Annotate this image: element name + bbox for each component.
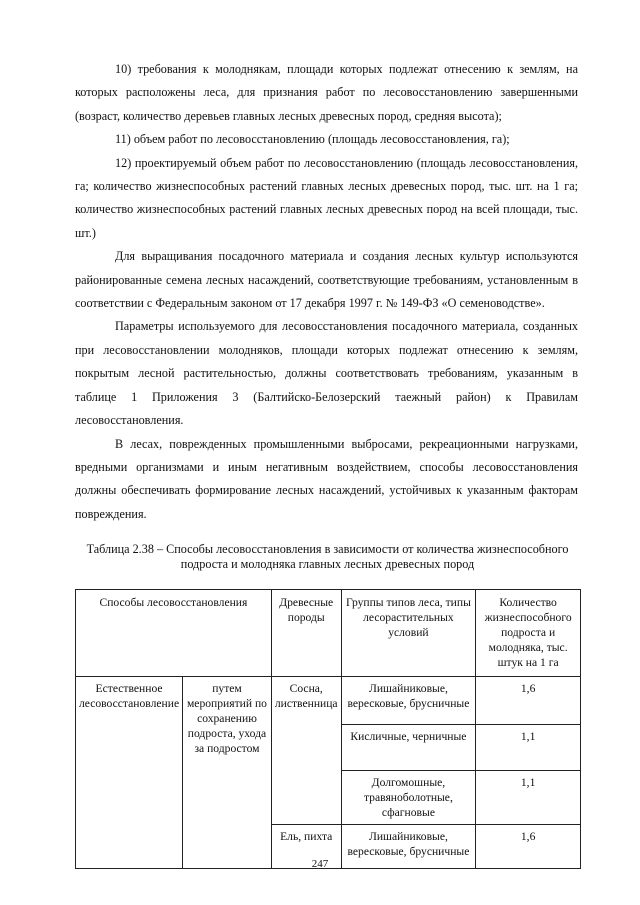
table-header-row [76, 590, 581, 677]
cell-quantity: 1,6 [476, 825, 581, 869]
header-quantity: Количество жизнеспособного подроста и молодняка, тыс. штук на 1 га [476, 590, 581, 677]
cell-quantity: 1,1 [476, 771, 581, 825]
paragraph-item-12: 12) проектируемый объем работ по лесовосстановлению (площадь лесовосстановления, га; количество жизнеспособных растений главных лесных древесных пород, тыс. шт. на 1 га; количество жизнеспособных растений главных лесных древесных пород на всей площади, тыс. шт.) [75, 155, 578, 240]
cell-method-detail: путем мероприятий по сохранению подроста, ухода за подростом [183, 677, 272, 869]
table-caption: Таблица 2.38 – Способы лесовосстановления в зависимости от количества жизнеспособного подроста и молодняка главных лесных древесных пород [86, 542, 569, 571]
reforestation-table [75, 589, 581, 869]
header-method: Способы лесовосстановления [76, 590, 272, 677]
cell-species-pine: Сосна, лиственница [271, 677, 341, 825]
table-row [76, 677, 581, 725]
page-number: 247 [311, 858, 329, 870]
cell-species-spruce: Ель, пихта [271, 825, 341, 869]
paragraph-damaged-forests: В лесах, поврежденных промышленными выбросами, рекреационными нагрузками, вредными организмами и иным негативным воздействием, способы лесовосстановления должны обеспечивать формирование лесных насаждений, устойчивых к указанным факторам повреждения. [75, 436, 578, 521]
paragraph-item-11: 11) объем работ по лесовосстановлению (площадь лесовосстановления, га); [115, 132, 510, 147]
cell-forest-type: Лишайниковые, вересковые, брусничные [341, 677, 476, 725]
cell-method-type: Естественное лесовосстановление [76, 677, 183, 869]
cell-forest-type: Лишайниковые, вересковые, брусничные [341, 825, 476, 869]
header-forest-types: Группы типов леса, типы лесорастительных условий [341, 590, 476, 677]
paragraph-seeds: Для выращивания посадочного материала и создания лесных культур используются районированные семена лесных насаждений, соответствующие требованиям, установленным в соответствии с Федеральным законом от 17 декабря 1997 г. № 149-ФЗ «О семеноводстве». [75, 249, 578, 311]
paragraph-parameters: Параметры используемого для лесовосстановления посадочного материала, созданных при лесовосстановлении молодняков, площади которых подлежат отнесению к землям, покрытым лесной растительностью, должны соответствовать требованиям, указанным в таблице 1 Приложения 3 (Балтийско-Белозерский таежный район) к Правилам лесовосстановления. [75, 319, 578, 428]
cell-forest-type: Кисличные, черничные [341, 725, 476, 771]
cell-quantity: 1,6 [476, 677, 581, 725]
header-species: Древесные породы [271, 590, 341, 677]
body-text [75, 58, 578, 526]
cell-quantity: 1,1 [476, 725, 581, 771]
cell-forest-type: Долгомошные, травяноболотные, сфагновые [341, 771, 476, 825]
paragraph-item-10: 10) требования к молоднякам, площади которых подлежат отнесению к землям, на которых расположены леса, для признания работ по лесовосстановлению завершенными (возраст, количество деревьев главных лесных древесных пород, средняя высота); [75, 62, 578, 123]
